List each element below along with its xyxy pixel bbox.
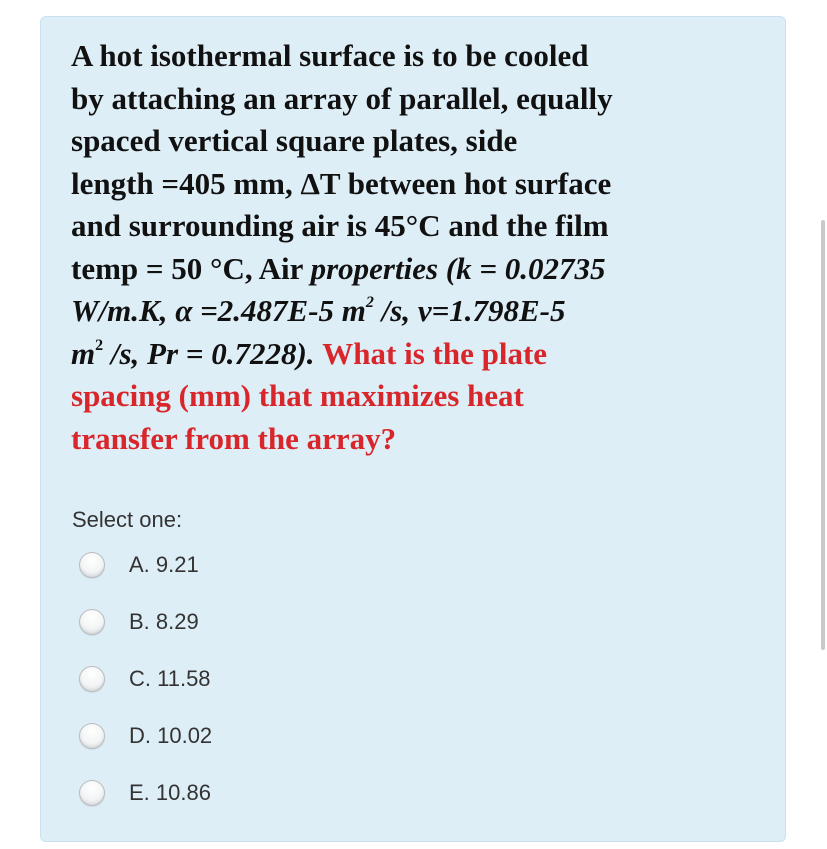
option-e[interactable] xyxy=(79,776,211,810)
question-line-8-italic: m xyxy=(71,335,96,371)
option-a-label: A. 9.21 xyxy=(129,552,199,577)
question-text xyxy=(71,35,771,460)
scrollbar[interactable] xyxy=(821,220,825,650)
question-line-8-red: What is the plate xyxy=(322,335,548,371)
option-e-label: E. 10.86 xyxy=(129,780,211,805)
question-line-10: transfer from the array? xyxy=(71,420,397,456)
option-c[interactable] xyxy=(79,662,211,696)
select-one-label: Select one: xyxy=(72,507,183,532)
option-b-label: B. 8.29 xyxy=(129,609,199,634)
option-c-label: C. 11.58 xyxy=(129,666,211,691)
question-line-8-normal: /s, Pr = 0.7228). xyxy=(103,335,323,371)
question-line-6-normal: temp = 50 °C, Air xyxy=(71,250,311,286)
radio-icon[interactable] xyxy=(79,723,105,749)
question-line-6 xyxy=(71,248,771,291)
radio-icon[interactable] xyxy=(79,552,105,578)
question-card xyxy=(40,16,786,842)
question-line-3: spaced vertical square plates, side xyxy=(71,123,518,158)
superscript-2: 2 xyxy=(95,336,104,354)
question-line-9: spacing (mm) that maximizes heat xyxy=(71,378,524,413)
question-line-7 xyxy=(71,290,771,333)
question-line-6-italic: properties (k = 0.02735 xyxy=(310,250,606,286)
question-line-5: and surrounding air is 45°C and the film xyxy=(71,208,609,243)
option-a[interactable] xyxy=(79,548,199,582)
radio-icon[interactable] xyxy=(79,666,105,692)
radio-icon[interactable] xyxy=(79,780,105,806)
question-line-4: length =405 mm, ΔT between hot surface xyxy=(71,165,612,201)
option-d-label: D. 10.02 xyxy=(129,723,213,748)
radio-icon[interactable] xyxy=(79,609,105,635)
option-b[interactable] xyxy=(79,605,199,639)
superscript-2: 2 xyxy=(365,294,374,311)
question-line-8 xyxy=(71,333,771,376)
question-line-7-a: W/m.K, α =2.487E-5 m xyxy=(71,293,366,328)
question-line-1: A hot isothermal surface is to be cooled xyxy=(71,38,589,73)
question-line-7-b: /s, ν=1.798E-5 xyxy=(373,293,566,328)
question-line-2: by attaching an array of parallel, equally xyxy=(71,80,613,116)
option-d[interactable] xyxy=(79,719,212,753)
